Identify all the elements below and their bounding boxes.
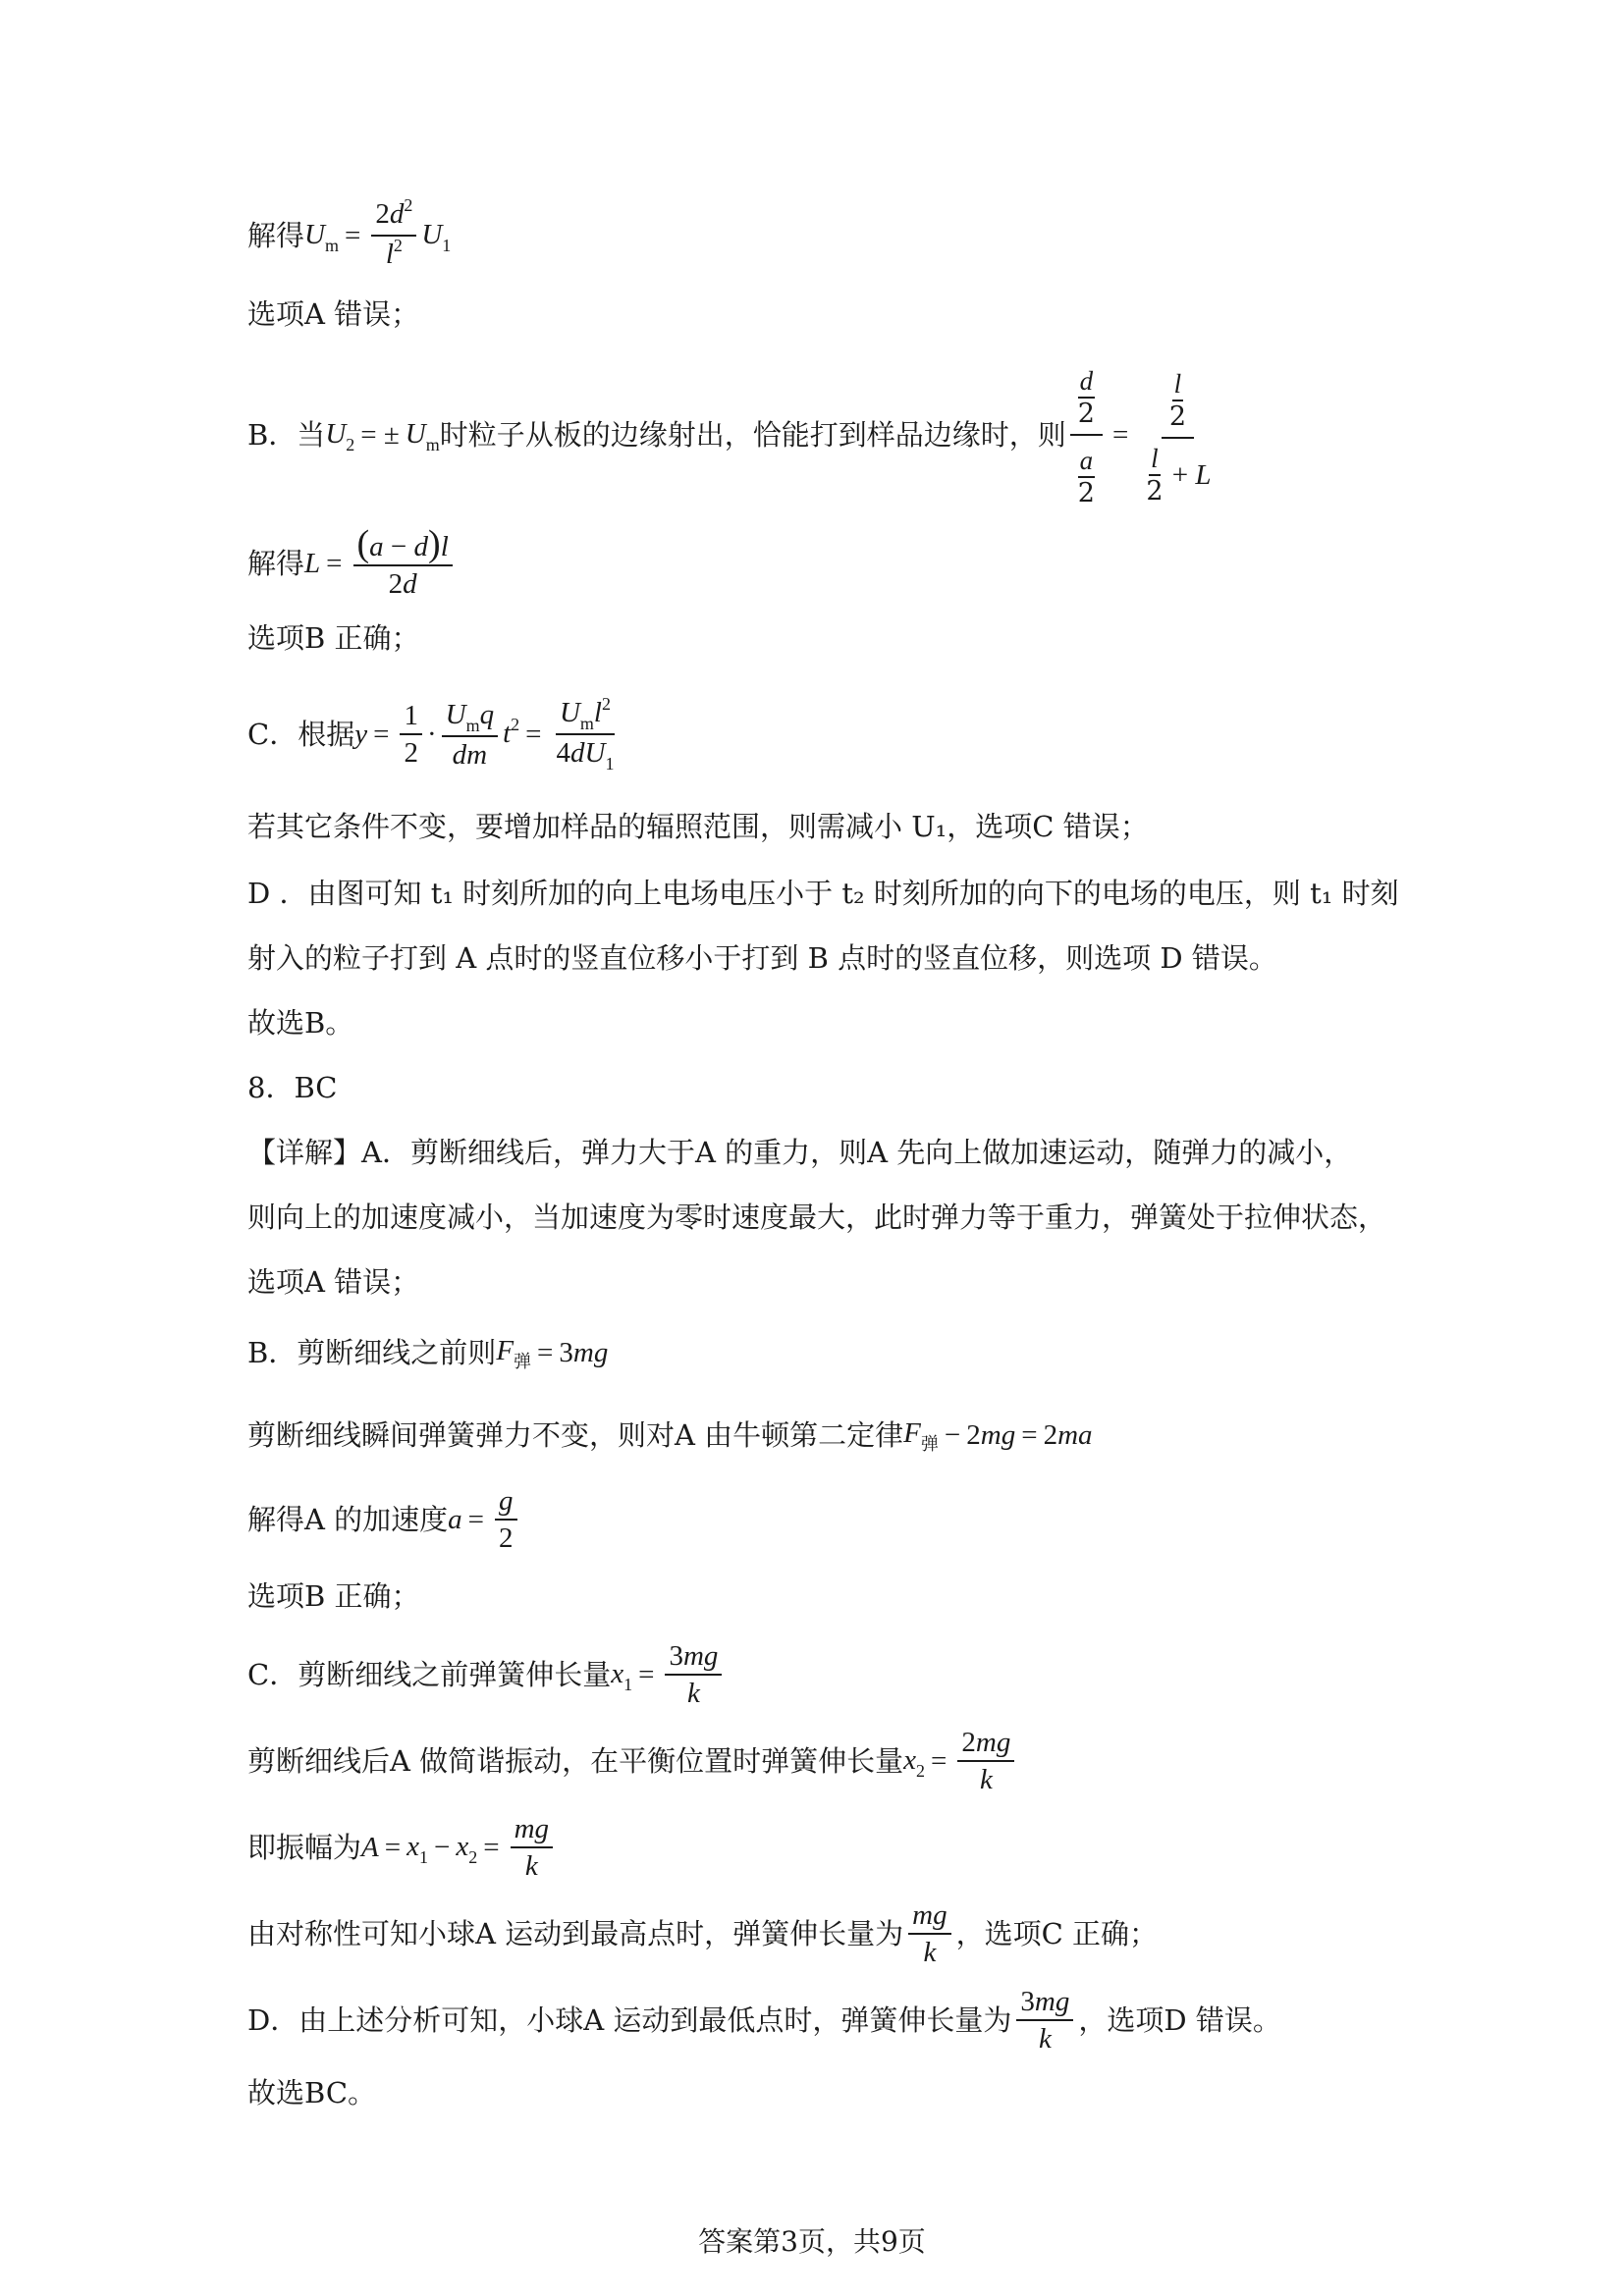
- text-jiede: 解得: [247, 219, 305, 252]
- formula-um: $U_m$: [304, 218, 339, 255]
- question-8-answer: 8．BC: [247, 1071, 338, 1104]
- option-d-line-1: D ．由图可知 t₁ 时刻所加的向上电场电压小于 t₂ 时刻所加的向下的电场的电压，则 t₁ 时刻: [247, 877, 1399, 910]
- option-a-wrong-1: 选项A 错误；: [247, 297, 420, 331]
- fraction-d-over-a: $\frac{\frac{d}{2}}{\frac{a}{2}}$: [1070, 360, 1103, 509]
- page-footer: 答案第3页，共9页: [698, 2225, 926, 2258]
- symmetry-line: 由对称性可知小球A 运动到最高点时，弹簧伸长量为 $\frac{mg}{k}$ ，选项C 正确；: [247, 1899, 1159, 1968]
- detail-line-1: 【详解】A．剪断细线后，弹力大于A 的重力，则A 先向上做加速运动，随弹力的减小，: [247, 1136, 1353, 1169]
- fraction-a-minus-d: $\frac{(a - d)l}{2d}$: [353, 526, 453, 602]
- acceleration-line: 解得A 的加速度 a = $\frac{g}{2}$: [247, 1478, 1408, 1561]
- option-b-correct-2: 选项B 正确；: [247, 1579, 420, 1613]
- fraction-l-over-l-plus-L: $\frac{l}{2}$ l 2 + L: [1138, 363, 1217, 507]
- fraction-2d2-l2: $\frac{2d^2}{l^2}$: [371, 196, 416, 275]
- option-b-line: B．当 $U_2$ = ± $U_m$ 时粒子从板的边缘射出，恰能打到样品边缘时，则 $\frac{\frac{d}{2}}{\frac{a}{2}}$ = $\frac{l}{2}$ l 2 + L: [247, 361, 1408, 508]
- solution-line-um: 解得 $U_m$ = $\frac{2d^2}{l^2}$ $U_1$: [247, 196, 1408, 275]
- option-c-line: C．根据 y = $\frac{1}{2}$ · $\frac{U_mq}{dm}$ $t^2$ = $\frac{U_ml^2}{4dU_1}$: [247, 694, 615, 774]
- answer-b: 故选B。: [247, 1006, 354, 1040]
- newton-second-law-line: 剪断细线瞬间弹簧弹力不变，则对A 由牛顿第二定律 $F_弹$ − 2mg = 2ma: [247, 1417, 1093, 1454]
- option-b-force-line: B．剪断细线之前则 $F_弹$ = 3mg: [247, 1335, 609, 1371]
- amplitude-line: 即振幅为 A = $x_1$ − $x_2$ = $\frac{mg}{k}$: [247, 1806, 1408, 1889]
- detail-line-2: 则向上的加速度减小，当加速度为零时速度最大，此时弹力等于重力，弹簧处于拉伸状态，: [247, 1201, 1387, 1234]
- extension-x1-line: C．剪断细线之前弹簧伸长量 $x_1$ = $\frac{3mg}{k}$: [247, 1633, 1408, 1716]
- answer-bc: 故选BC。: [247, 2076, 377, 2109]
- lowest-point-line: D．由上述分析可知，小球A 运动到最低点时，弹簧伸长量为 $\frac{3mg}{k}$ ，选项D 错误。: [247, 1986, 1281, 2055]
- paragraph-range: 若其它条件不变，要增加样品的辐照范围，则需减小 U₁，选项C 错误；: [247, 810, 1149, 843]
- solution-line-L: 解得 L = $\frac{(a - d)l}{2d}$: [247, 522, 1408, 605]
- option-d-line-2: 射入的粒子打到 A 点时的竖直位移小于打到 B 点时的竖直位移，则选项 D 错误。: [247, 941, 1277, 975]
- option-a-wrong-2: 选项A 错误；: [247, 1265, 420, 1299]
- extension-x2-line: 剪断细线后A 做简谐振动，在平衡位置时弹簧伸长量 $x_2$ = $\frac{2mg}{k}$: [247, 1720, 1408, 1802]
- option-b-correct-1: 选项B 正确；: [247, 621, 420, 655]
